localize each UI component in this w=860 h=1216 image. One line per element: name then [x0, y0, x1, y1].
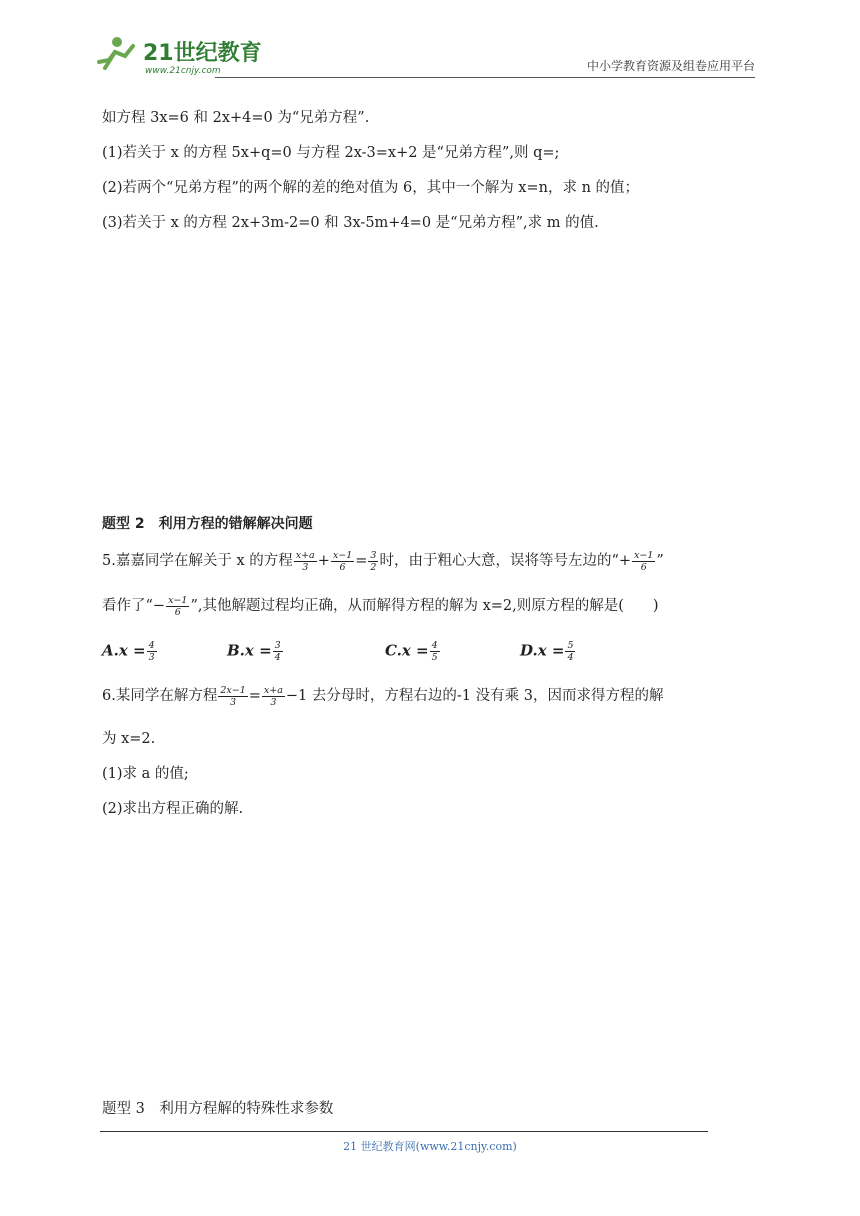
fraction: $\frac{x-1}{6}$: [168, 594, 188, 618]
problem-6-question-2: (2)求出方程正确的解.: [102, 801, 244, 817]
p5-text-a: 5.嘉嘉同学在解关于 x 的方程: [102, 553, 293, 569]
p6-text-a: 6.某同学在解方程: [102, 688, 218, 704]
option-a: A.x = $\frac{4}{3}$: [102, 640, 155, 663]
p5-text-c: ”: [656, 553, 664, 569]
footer-divider: [100, 1131, 708, 1132]
minus-sign: −: [152, 598, 166, 614]
header-divider: [215, 77, 755, 78]
page-footer: 21 世纪教育网(www.21cnjy.com): [343, 1140, 517, 1153]
question-3: (3)若关于 x 的方程 2x+3m-2=0 和 3x-5m+4=0 是“兄弟方程”,求 m 的值.: [102, 215, 599, 231]
fraction: $\frac{x+a}{3}$: [295, 549, 315, 573]
problem-5-line-2: [102, 594, 659, 618]
equals-sign: =: [355, 553, 368, 569]
option-b: B.x = $\frac{3}{4}$: [227, 640, 281, 663]
p5-text-d: 看作了“: [102, 598, 153, 614]
p6-text-b: −1 去分母时，方程右边的-1 没有乘 3，因而求得方程的解: [285, 688, 664, 704]
fraction: $\frac{x-1}{6}$: [634, 549, 654, 573]
question-2: (2)若两个“兄弟方程”的两个解的差的绝对值为 6，其中一个解为 x=n，求 n 的值；: [102, 180, 640, 196]
fraction: $\frac{2x-1}{3}$: [220, 684, 246, 708]
header-platform-text: 中小学教育资源及组卷应用平台: [586, 59, 755, 73]
p5-text-e: ”,其他解题过程均正确，从而解得方程的解为 x=2,则原方程的解是( ): [190, 598, 659, 614]
page-header: [95, 30, 755, 78]
problem-6-line-1: [102, 684, 663, 708]
svg-text:21世纪教育: 21世纪教育: [143, 41, 262, 66]
option-d: D.x = $\frac{5}{4}$: [520, 640, 574, 663]
p5-text-b: 时，由于粗心大意，误将等号左边的“: [379, 553, 619, 569]
fraction: $\frac{3}{2}$: [370, 549, 377, 573]
section-3-title: 题型 3 利用方程解的特殊性求参数: [102, 1101, 334, 1117]
section-2-title: 题型 2 利用方程的错解解决问题: [102, 516, 313, 532]
fraction: $\frac{x-1}{6}$: [332, 549, 353, 573]
fraction: $\frac{x+a}{3}$: [263, 684, 283, 708]
site-logo: [95, 34, 295, 76]
intro-line: 如方程 3x=6 和 2x+4=0 为“兄弟方程”.: [102, 110, 370, 126]
problem-6-question-1: (1)求 a 的值;: [102, 766, 189, 782]
option-c: C.x = $\frac{4}{5}$: [385, 640, 438, 663]
plus-sign: +: [317, 553, 330, 569]
question-1: (1)若关于 x 的方程 5x+q=0 与方程 2x-3=x+2 是“兄弟方程”,则 q=;: [102, 145, 560, 161]
problem-6-line-2: 为 x=2.: [102, 731, 156, 747]
svg-text:www.21cnjy.com: www.21cnjy.com: [145, 66, 221, 76]
problem-5-line-1: [102, 549, 664, 573]
plus-sign: +: [618, 553, 632, 569]
equals-sign: =: [248, 688, 261, 704]
